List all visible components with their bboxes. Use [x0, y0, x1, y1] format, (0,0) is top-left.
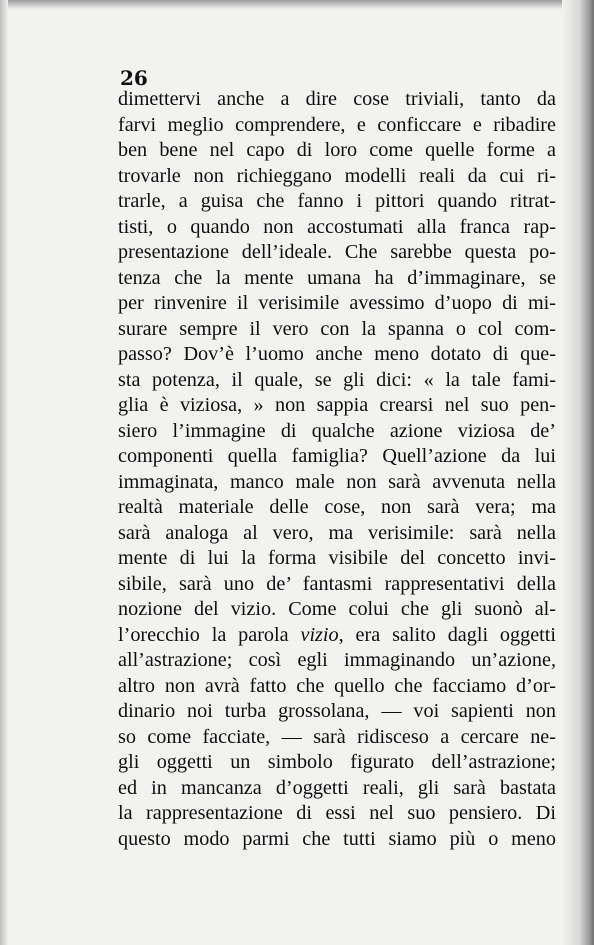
text-line: glia è viziosa, » non sappia crearsi nel suo pen-: [118, 394, 556, 416]
text-line: questo modo parmi che tutti siamo più o meno: [118, 827, 556, 850]
text-line: componenti quella famiglia? Quell’azione da lui: [118, 445, 556, 467]
text-line: trovarle non richieggano modelli reali da cui ri-: [118, 164, 556, 187]
page-left-edge-shadow: [0, 0, 8, 945]
text-line: ben bene nel capo di loro come quelle forme a: [118, 139, 556, 161]
page-number: 26: [120, 66, 148, 90]
text-line: siero l’immagine di qualche azione viziosa de’: [118, 419, 556, 442]
text-line: all’astrazione; così egli immaginando un’azione,: [118, 649, 556, 671]
text-line: per rinvenire il verisimile avessimo d’uopo di mi-: [118, 292, 556, 314]
text-line: passo? Dov’è l’uomo anche meno dotato di que-: [118, 343, 556, 365]
text-line: farvi meglio comprendere, e conficcare e ribadire: [118, 113, 556, 136]
text-line: so come facciate, — sarà ridisceso a cercare ne-: [118, 725, 556, 748]
text-line: la rappresentazione di essi nel suo pensiero. Di: [118, 802, 556, 824]
text-line: dinario noi turba grossolana, — voi sapienti non: [118, 700, 556, 722]
text-line: gli oggetti un simbolo figurato dell’astrazione;: [118, 751, 556, 773]
text-line: altro non avrà fatto che quello che facciamo d’or-: [118, 674, 556, 697]
body-text: [118, 87, 556, 852]
text-line: trarle, a guisa che fanno i pittori quando ritrat-: [118, 190, 556, 212]
page-top-edge-shadow: [0, 0, 594, 10]
italic-word: vizio: [300, 623, 339, 646]
text-line: presentazione dell’ideale. Che sarebbe questa po-: [118, 241, 556, 263]
text-line: tisti, o quando non accostumati alla franca rap-: [118, 215, 556, 238]
text-line: l’orecchio la parola vizio, era salito dagli oggetti: [118, 623, 556, 646]
text-line: tenza che la mente umana ha d’immaginare, se: [118, 266, 556, 289]
text-line: nozione del vizio. Come colui che gli suonò al-: [118, 598, 556, 620]
text-line: immaginata, manco male non sarà avvenuta nella: [118, 470, 556, 493]
text-line: sarà analoga al vero, ma verisimile: sarà nella: [118, 521, 556, 544]
text-line: sibile, sarà uno de’ fantasmi rappresentativi della: [118, 572, 556, 595]
text-line: realtà materiale delle cose, non sarà vera; ma: [118, 496, 556, 518]
text-line: surare sempre il vero con la spanna o col com-: [118, 317, 556, 340]
text-line: sta potenza, il quale, se gli dici: « la tale fami-: [118, 368, 556, 391]
text-line: mente di lui la forma visibile del concetto invi-: [118, 547, 556, 569]
text-line: dimettervi anche a dire cose triviali, tanto da: [118, 88, 556, 110]
page-right-edge-shadow: [562, 0, 594, 945]
text-line: ed in mancanza d’oggetti reali, gli sarà bastata: [118, 776, 556, 799]
